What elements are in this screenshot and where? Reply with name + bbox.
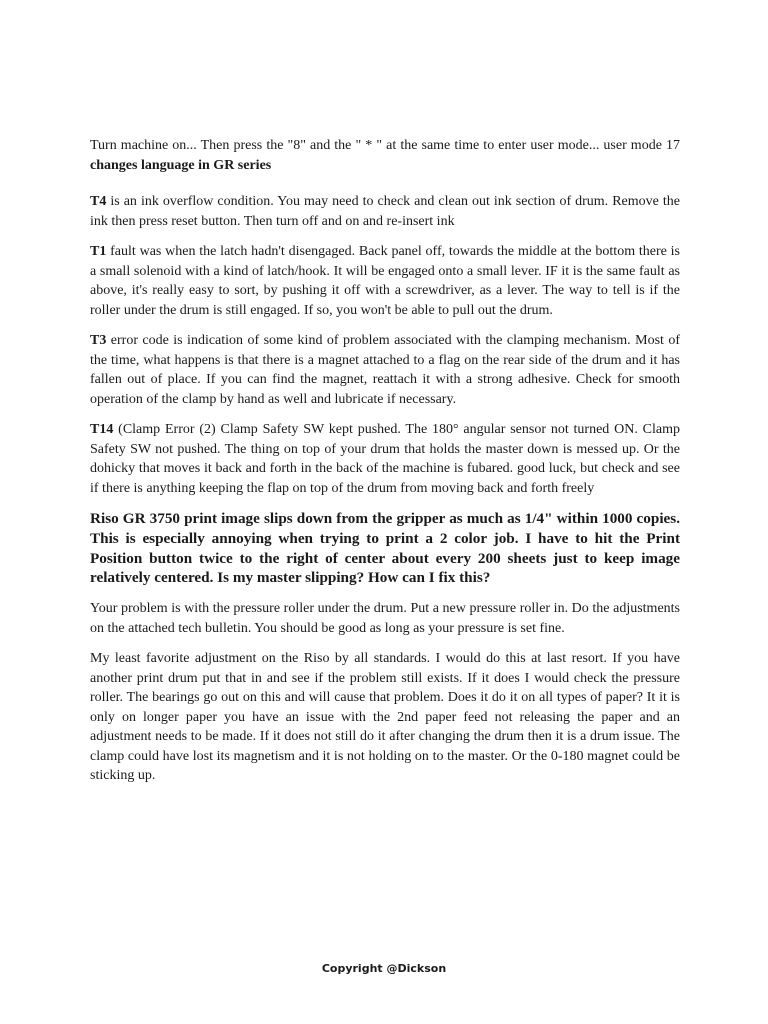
answer-paragraph-1: Your problem is with the pressure roller under the drum. Put a new pressure roller in. Do the adjustments on the attached tech bulletin. You should be good as long as your pressure is set fine. — [90, 601, 680, 636]
t14-text: (Clamp Error (2) Clamp Safety SW kept pushed. The 180° angular sensor not turned ON. Clamp Safety SW not pushed. The thing on top of your drum that holds the master down is messed up. Or the dohicky that moves it back and forth in the back of the machine is fubared. good luck, but check and see if there is anything keeping the flap on top of the drum from moving back and forth freely — [90, 422, 680, 496]
t14-paragraph — [90, 420, 680, 498]
t4-text: is an ink overflow condition. You may need to check and clean out ink section of drum. Remove the ink then press reset button. Then turn off and on and re-insert ink — [90, 194, 680, 229]
t14-code: T14 — [90, 422, 114, 437]
intro-text: Turn machine on... Then press the "8" and the " * " at the same time to enter user mode... user mode 17 — [90, 138, 680, 153]
document-body — [90, 136, 680, 797]
intro-bold-text: changes language in GR series — [90, 157, 272, 173]
t1-text: fault was when the latch hadn't disengaged. Back panel off, towards the middle at the bottom there is a small solenoid with a kind of latch/hook. It will be engaged onto a small lever. IF it is the same fault as above, it's really easy to sort, by pushing it off with a screwdriver, as a lever. The way to tell is if the roller under the drum is still engaged. If so, you won't be able to pull out the drum. — [90, 244, 680, 318]
t1-code: T1 — [90, 244, 107, 259]
question-paragraph: Riso GR 3750 print image slips down from the gripper as much as 1/4" within 1000 copies. This is especially annoying when trying to print a 2 color job. I have to hit the Print Position button twice to the right of center about every 200 sheets just to keep image relatively centered. Is my master slipping? How can I fix this? — [90, 510, 680, 587]
t4-paragraph — [90, 192, 680, 231]
t3-code: T3 — [90, 333, 107, 348]
copyright-footer: Copyright @Dickson — [321, 962, 447, 975]
intro-paragraph — [90, 136, 680, 175]
t4-code: T4 — [90, 194, 107, 209]
t3-text: error code is indication of some kind of problem associated with the clamping mechanism. Most of the time, what happens is that there is a magnet attached to a flag on the rear side of the drum and it has fallen out of place. If you can find the magnet, reattach it with a strong adhesive. Check for smooth operation of the clamp by hand as well and lubricate if necessary. — [90, 333, 680, 407]
answer-paragraph-2: My least favorite adjustment on the Riso by all standards. I would do this at last resort. If you have another print drum put that in and see if the problem still exists. If it does I would check the pressure roller. The bearings go out on this and will cause that problem. Does it do it on all types of paper? It it is only on longer paper you have an issue with the 2nd paper feed not releasing the paper and an adjustment needs to be made. If it does not still do it after changing the drum then it is a drum issue. The clamp could have lost its magnetism and it is not holding on to the master. Or the 0-180 magnet could be sticking up. — [90, 651, 680, 784]
t3-paragraph — [90, 331, 680, 409]
t1-paragraph — [90, 242, 680, 320]
